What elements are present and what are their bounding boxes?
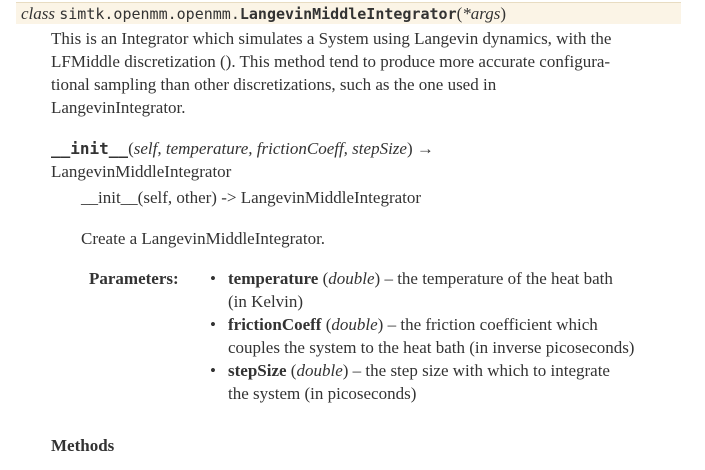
param-name: temperature <box>228 269 319 288</box>
module-path: simtk.openmm.openmm. <box>59 5 240 23</box>
open-paren: ( <box>456 4 463 23</box>
class-name: LangevinMiddleIntegrator <box>239 5 457 23</box>
description-line: tional sampling than other discretizations, such as the one used in <box>51 75 497 94</box>
class-signature <box>16 2 681 24</box>
param-name: stepSize <box>228 361 287 380</box>
param-desc: – the step size with which to integrate <box>352 361 610 380</box>
methods-heading: Methods <box>51 436 115 455</box>
init-close-paren: ) <box>406 139 413 158</box>
bullet: • <box>210 361 216 380</box>
init-params: self, temperature, frictionCoeff, stepSize <box>133 139 407 158</box>
bullet: • <box>210 315 216 334</box>
description-line: LFMiddle discretization (). This method tend to produce more accurate configura- <box>51 52 611 71</box>
class-args: *args <box>462 4 501 23</box>
description-line: This is an Integrator which simulates a System using Langevin dynamics, with the <box>51 29 612 48</box>
param-desc-cont: the system (in picoseconds) <box>228 384 417 403</box>
bullet: • <box>210 269 216 288</box>
param-type: double <box>296 361 343 380</box>
init-return-type: LangevinMiddleIntegrator <box>51 162 232 181</box>
param-desc-cont: (in Kelvin) <box>228 292 304 311</box>
init-overload: __init__(self, other) -> LangevinMiddleIntegrator <box>81 188 422 207</box>
class-keyword: class <box>21 4 55 23</box>
return-arrow: → <box>416 139 434 158</box>
param-type: double <box>328 269 375 288</box>
parameters-label: Parameters: <box>89 269 179 288</box>
param-name: frictionCoeff <box>228 315 322 334</box>
init-open-paren: ( <box>128 139 134 158</box>
close-paren: ) <box>500 4 507 23</box>
init-summary: Create a LangevinMiddleIntegrator. <box>81 229 326 248</box>
param-type: double <box>331 315 378 334</box>
param-desc: – the temperature of the heat bath <box>384 269 613 288</box>
class-description <box>51 27 681 119</box>
init-method-name: __init__ <box>51 139 129 158</box>
param-desc: – the friction coefficient which <box>387 315 598 334</box>
param-desc-cont: couples the system to the heat bath (in inverse picoseconds) <box>228 338 635 357</box>
description-line: LangevinIntegrator. <box>51 98 186 117</box>
init-signature <box>51 137 434 160</box>
